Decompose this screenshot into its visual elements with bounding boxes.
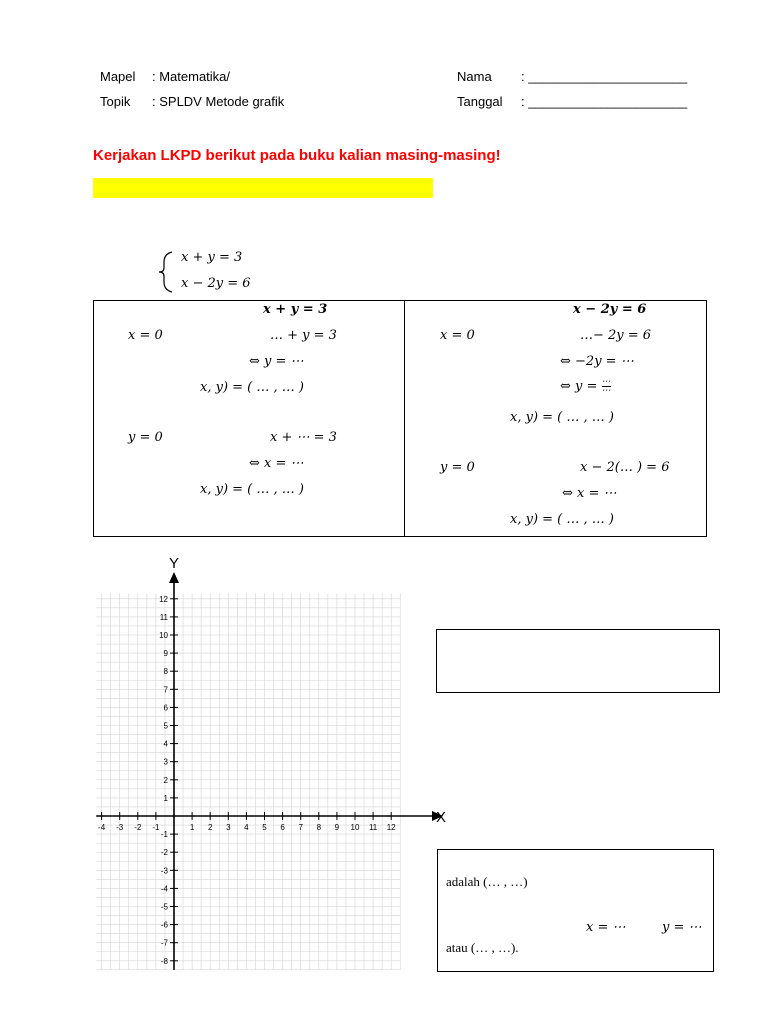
result-y-value: y = ⋯ xyxy=(662,920,702,935)
instruction-text: Kerjakan LKPD berikut pada buku kalian masing-masing! xyxy=(93,147,501,164)
highlight-bar xyxy=(93,178,433,198)
y-axis-arrow-icon xyxy=(169,572,179,583)
y-tick-label: 9 xyxy=(163,649,168,659)
right-r2-point: x, y) = ( … , … ) xyxy=(510,512,614,527)
y-tick-label: 7 xyxy=(163,685,168,695)
right-r1-step2-prefix: ⇔ y = xyxy=(560,379,598,394)
y-tick-label: 10 xyxy=(159,631,168,640)
x-tick-label: 8 xyxy=(316,823,322,832)
left-r2-label: y = 0 xyxy=(128,430,163,445)
y-tick-label: -1 xyxy=(160,830,168,840)
left-title: x + y = 3 xyxy=(263,302,328,317)
topik-label: Topik xyxy=(100,94,131,109)
right-r1-step: ⇔ −2y = ⋯ xyxy=(560,354,634,369)
right-r1-eq: …− 2y = 6 xyxy=(580,328,652,343)
x-tick-label: -4 xyxy=(98,823,106,832)
fraction-denominator: ⋯ xyxy=(601,386,611,396)
y-tick-label: -4 xyxy=(160,884,168,894)
y-tick-label: -2 xyxy=(160,848,168,858)
x-tick-label: 2 xyxy=(207,823,213,832)
result-line1: adalah (… , …) xyxy=(446,874,528,889)
left-r1-eq: … + y = 3 xyxy=(270,328,337,343)
right-r2-step: ⇔ x = ⋯ xyxy=(562,486,617,501)
x-tick-label: 7 xyxy=(298,823,303,832)
x-tick-label: -2 xyxy=(134,823,142,832)
right-r2-label: y = 0 xyxy=(440,460,475,475)
left-r1-step: ⇔ y = ⋯ xyxy=(249,354,304,369)
mapel-label: Mapel xyxy=(100,69,136,84)
tanggal-label: Tanggal xyxy=(457,94,503,109)
y-tick-label: 2 xyxy=(163,775,168,785)
nama-field[interactable]: : ______________________ xyxy=(521,69,688,84)
y-tick-label: 11 xyxy=(159,612,168,622)
system-eq2: x − 2y = 6 xyxy=(181,276,251,291)
system-brace xyxy=(156,250,176,294)
y-tick-label: 5 xyxy=(163,721,168,731)
system-eq1: x + y = 3 xyxy=(181,250,243,265)
right-r2-eq: x − 2(… ) = 6 xyxy=(580,460,670,475)
left-r1-point: x, y) = ( … , … ) xyxy=(200,380,304,395)
left-r2-step: ⇔ x = ⋯ xyxy=(249,456,304,471)
y-tick-label: 3 xyxy=(163,757,168,767)
y-tick-label: 1 xyxy=(163,793,168,803)
y-tick-label: 6 xyxy=(163,703,168,713)
tanggal-field[interactable]: : ______________________ xyxy=(521,94,688,109)
y-tick-label: -5 xyxy=(160,902,168,912)
left-r2-eq: x + ⋯ = 3 xyxy=(270,430,337,445)
y-axis-label: Y xyxy=(169,555,180,572)
right-r1-step2 xyxy=(560,378,611,395)
result-x-value: x = ⋯ xyxy=(586,920,626,935)
mapel-value: : Matematika/ xyxy=(152,69,231,84)
left-r1-label: x = 0 xyxy=(128,328,163,343)
x-tick-label: 6 xyxy=(280,823,285,832)
right-r1-label: x = 0 xyxy=(440,328,475,343)
right-title: x − 2y = 6 xyxy=(573,302,647,317)
x-tick-label: 11 xyxy=(368,823,378,832)
x-tick-label: 3 xyxy=(226,823,231,832)
topik-value: : SPLDV Metode grafik xyxy=(152,94,285,109)
y-tick-label: -7 xyxy=(160,938,168,948)
fraction xyxy=(602,378,611,395)
answer-input-box[interactable] xyxy=(436,629,720,693)
y-tick-label: 8 xyxy=(163,667,168,677)
x-tick-label: -1 xyxy=(152,823,160,832)
x-tick-label: 12 xyxy=(386,823,396,832)
y-tick-label: 12 xyxy=(159,594,168,604)
fraction-numerator: ⋯ xyxy=(601,377,611,387)
x-tick-label: 1 xyxy=(189,823,195,832)
y-tick-label: -3 xyxy=(160,866,168,876)
nama-label: Nama xyxy=(457,69,492,84)
y-tick-label: 4 xyxy=(163,739,168,749)
left-r2-point: x, y) = ( … , … ) xyxy=(200,482,304,497)
table-divider xyxy=(404,300,405,537)
x-tick-label: 5 xyxy=(262,823,267,832)
x-tick-label: 4 xyxy=(244,823,249,832)
y-tick-label: -8 xyxy=(160,956,168,966)
x-axis-label: X xyxy=(436,809,447,826)
result-line3: atau (… , …). xyxy=(446,940,519,955)
x-tick-label: 9 xyxy=(334,823,340,832)
right-r1-point: x, y) = ( … , … ) xyxy=(510,410,614,425)
coordinate-grid xyxy=(0,550,460,970)
x-tick-label: 10 xyxy=(350,823,360,832)
y-tick-label: -6 xyxy=(160,920,168,930)
x-tick-label: -3 xyxy=(116,823,124,832)
